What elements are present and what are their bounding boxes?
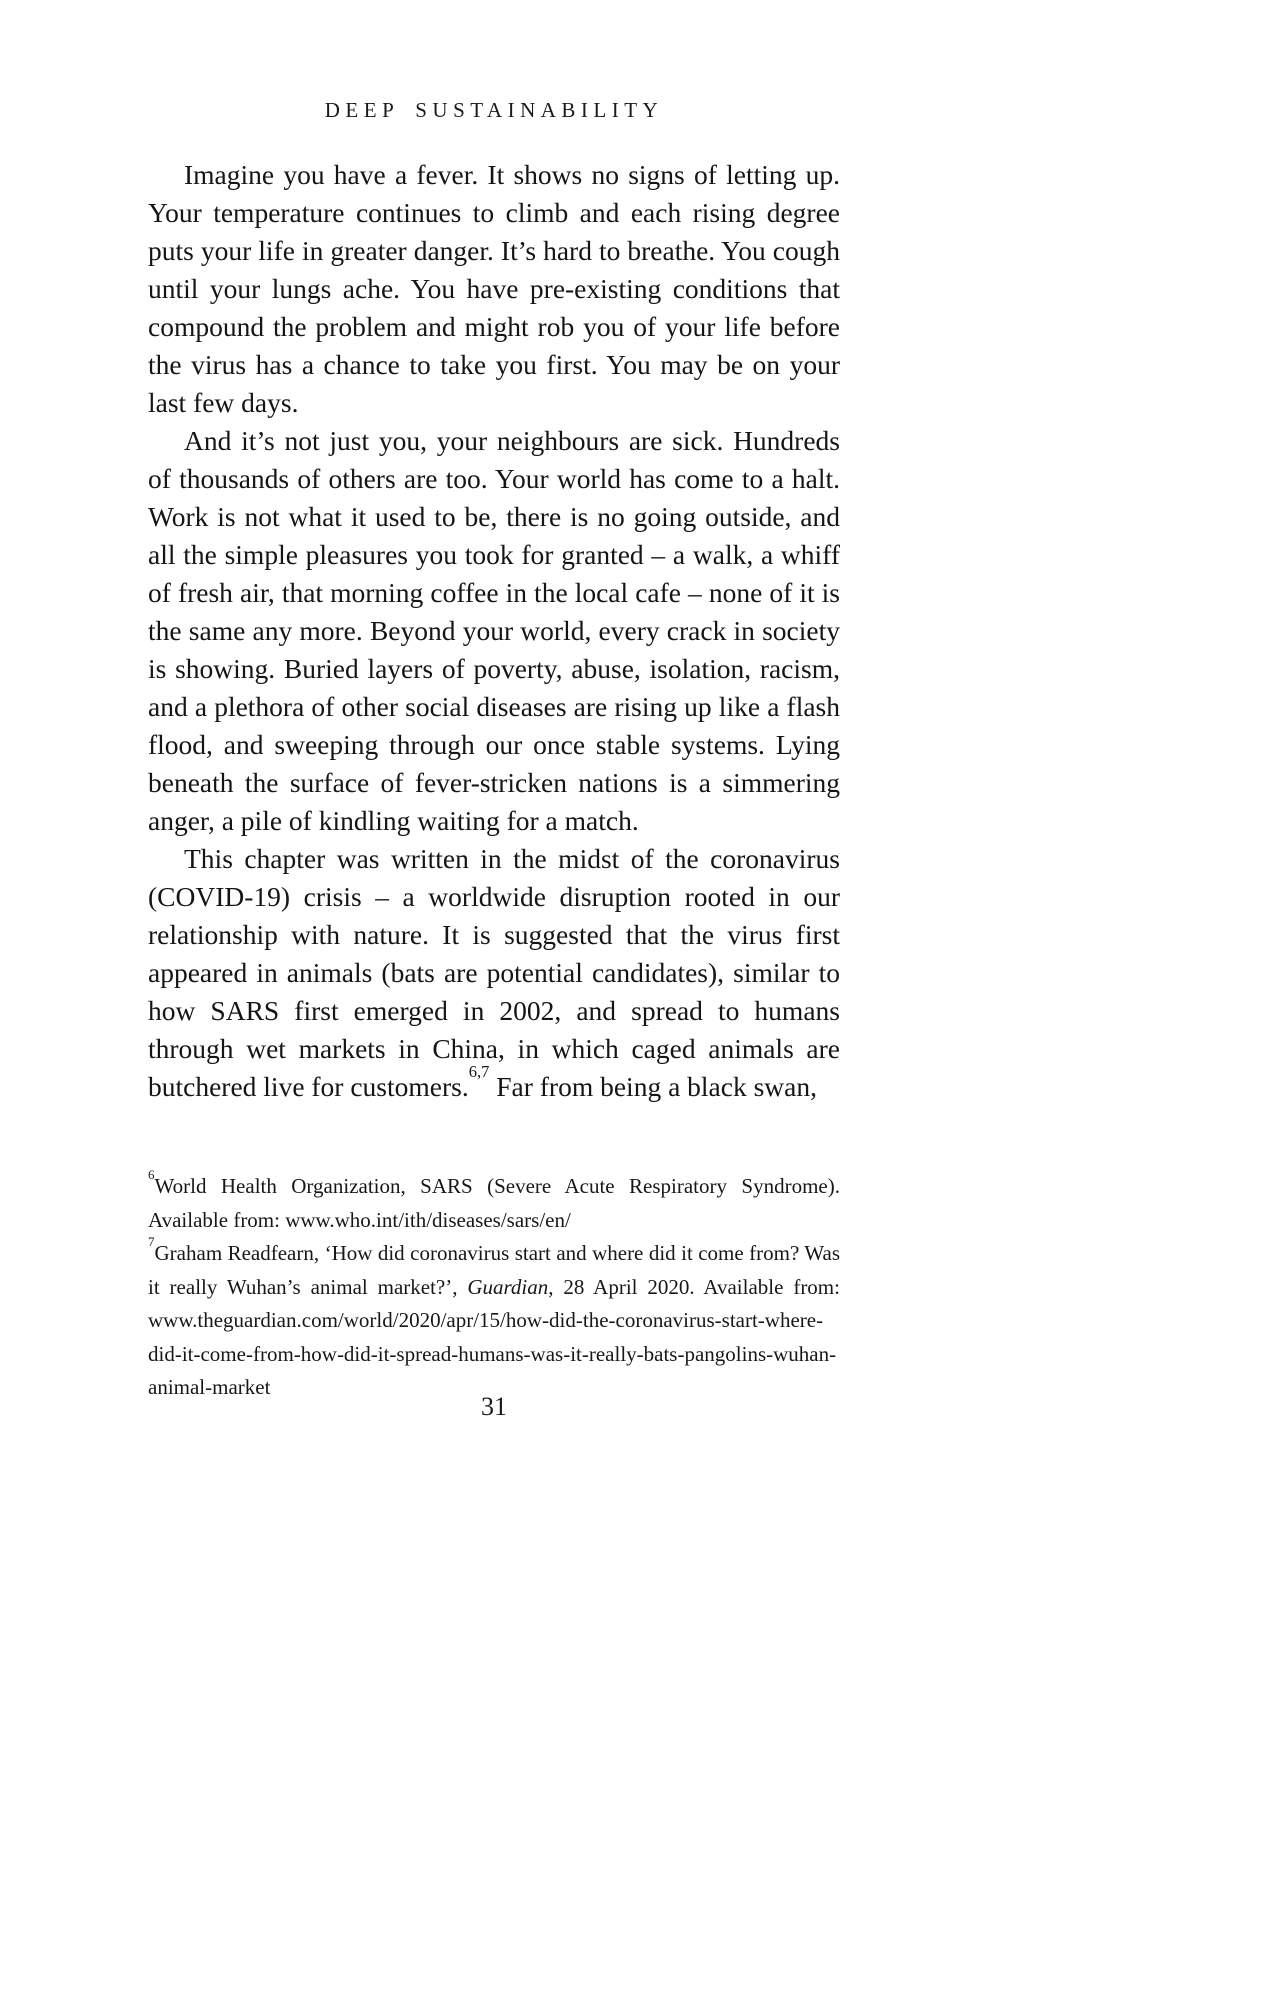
- footnote-6-text: World Health Organization, SARS (Severe Acute Respiratory Syndrome). Available from: www.who.int/ith/diseases/sars/en/: [148, 1174, 840, 1232]
- paragraph-3-text: This chapter was written in the midst of the coronavirus (COVID-19) crisis – a worldwide disruption rooted in our relationship with nature. It is suggested that the virus first appeared in animals (bats are potential candidates), similar to how SARS first emerged in 2002, and spread to humans through wet markets in China, in which caged animals are butchered live for customers.: [148, 843, 840, 1102]
- footnote-6-marker: 6: [148, 1167, 155, 1183]
- paragraph-3-continuation: Far from being a black swan,: [489, 1071, 817, 1102]
- publication-title: Guardian: [467, 1274, 549, 1299]
- footnote-reference: 6,7: [468, 1062, 490, 1082]
- paragraph-1: Imagine you have a fever. It shows no signs of letting up. Your temperature continues to climb and each rising degree puts your life in greater danger. It’s hard to breathe. You cough until your lungs ache. You have pre-existing conditions that compound the problem and might rob you of your life before the virus has a chance to take you first. You may be on your last few days.: [148, 159, 840, 418]
- page-number: 31: [481, 1392, 507, 1421]
- page-content: [148, 0, 840, 1421]
- paragraph-3: [148, 840, 840, 1106]
- body-text: [148, 156, 840, 1106]
- footnotes-block: [148, 1167, 840, 1405]
- paragraph-2: And it’s not just you, your neighbours are sick. Hundreds of thousands of others are too. Your world has come to a halt. Work is not what it used to be, there is no going outside, and all the simple pleasures you took for granted – a walk, a whiff of fresh air, that morning coffee in the local cafe – none of it is the same any more. Beyond your world, every crack in society is showing. Buried layers of poverty, abuse, isolation, racism, and a plethora of other social diseases are rising up like a flash flood, and sweeping through our once stable systems. Lying beneath the surface of fever-stricken nations is a simmering anger, a pile of kindling waiting for a match.: [148, 425, 840, 836]
- footnote-7-marker: 7: [148, 1234, 155, 1250]
- footnote-7: [148, 1234, 840, 1405]
- running-header: DEEP SUSTAINABILITY: [324, 98, 664, 122]
- footnote-7-continuation: , 28 April 2020. Available from: www.theguardian.com/world/2020/apr/15/how-did-the-coronavirus-start-where-did-it-come-from-how-did-it-spread-humans-was-it-really-bats-pangolins-wuhan-animal-market: [148, 1274, 840, 1399]
- footnote-6: [148, 1167, 840, 1237]
- footnote-7-text: Graham Readfearn, ‘How did coronavirus start and where did it come from? Was it really Wuhan’s animal market?’,: [148, 1241, 840, 1299]
